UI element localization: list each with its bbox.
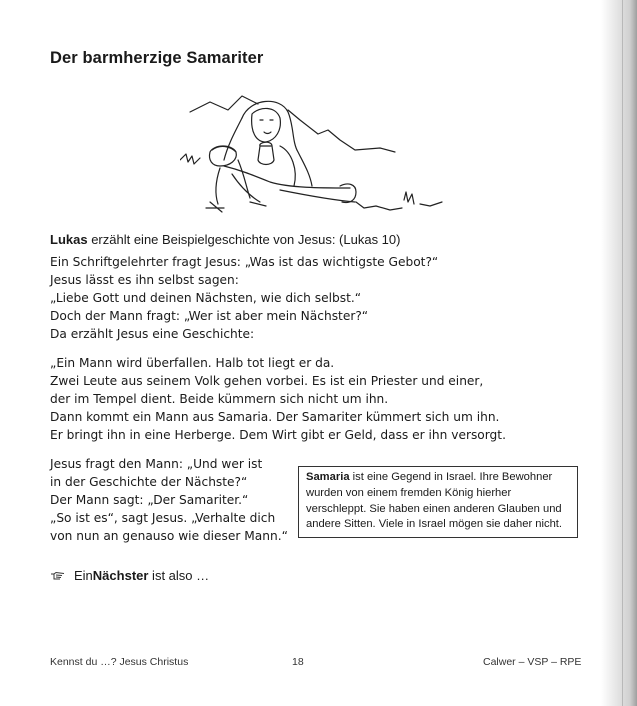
text-line: Doch der Mann fragt: „Wer ist aber mein Nächster?“ bbox=[50, 309, 369, 323]
text-line: Zwei Leute aus seinem Volk gehen vorbei. Es ist ein Priester und einer, bbox=[50, 374, 484, 388]
story-block-3 bbox=[50, 455, 288, 545]
text-line: in der Geschichte der Nächste?“ bbox=[50, 475, 248, 489]
text-line: Jesus fragt den Mann: „Und wer ist bbox=[50, 457, 263, 471]
footer-book-title: Kennst du …? Jesus Christus bbox=[50, 656, 189, 668]
infobox-bold: Samaria bbox=[306, 471, 350, 483]
story-block-2 bbox=[50, 354, 506, 444]
page-title: Der barmherzige Samariter bbox=[50, 49, 264, 67]
text-line: „Ein Mann wird überfallen. Halb tot liegt er da. bbox=[50, 356, 335, 370]
text-line: Dann kommt ein Mann aus Samaria. Der Samariter kümmert sich um ihn. bbox=[50, 410, 500, 424]
page-edge-line bbox=[622, 0, 623, 706]
intro-rest: erzählt eine Beispielgeschichte von Jesus: (Lukas 10) bbox=[87, 232, 401, 247]
task-post: ist also … bbox=[148, 568, 210, 583]
text-line: „So ist es“, sagt Jesus. „Verhalte dich bbox=[50, 511, 276, 525]
infobox-text: ist eine Gegend in Israel. Ihre Bewohner wurden von einem fremden König hierher verschleppt. Sie haben einen anderen Glauben und andere Sitten. Viele in Israel mögen sie daher nicht. bbox=[306, 471, 563, 531]
intro-line bbox=[50, 232, 400, 247]
text-line: Er bringt ihn in eine Herberge. Dem Wirt gibt er Geld, dass er ihn versorgt. bbox=[50, 428, 506, 442]
text-line: Ein Schriftgelehrter fragt Jesus: „Was ist das wichtigste Gebot?“ bbox=[50, 255, 439, 269]
text-line: Der Mann sagt: „Der Samariter.“ bbox=[50, 493, 249, 507]
samaritan-illustration bbox=[180, 90, 450, 220]
text-line: „Liebe Gott und deinen Nächsten, wie dich selbst.“ bbox=[50, 291, 362, 305]
page-edge-shadow bbox=[601, 0, 637, 706]
story-block-1 bbox=[50, 253, 438, 343]
intro-bold: Lukas bbox=[50, 232, 88, 247]
pointing-hand-icon bbox=[50, 571, 66, 581]
text-line: Jesus lässt es ihn selbst sagen: bbox=[50, 273, 239, 287]
task-pre: Ein bbox=[74, 568, 93, 583]
text-line: Da erzählt Jesus eine Geschichte: bbox=[50, 327, 255, 341]
task-bold: Nächster bbox=[92, 568, 149, 583]
footer-publisher: Calwer – VSP – RPE bbox=[483, 656, 582, 668]
text-line: der im Tempel dient. Beide kümmern sich nicht um ihn. bbox=[50, 392, 389, 406]
samaria-info-box bbox=[298, 466, 578, 538]
text-line: von nun an genauso wie dieser Mann.“ bbox=[50, 529, 288, 543]
task-line bbox=[50, 568, 209, 583]
page-number: 18 bbox=[292, 656, 304, 668]
